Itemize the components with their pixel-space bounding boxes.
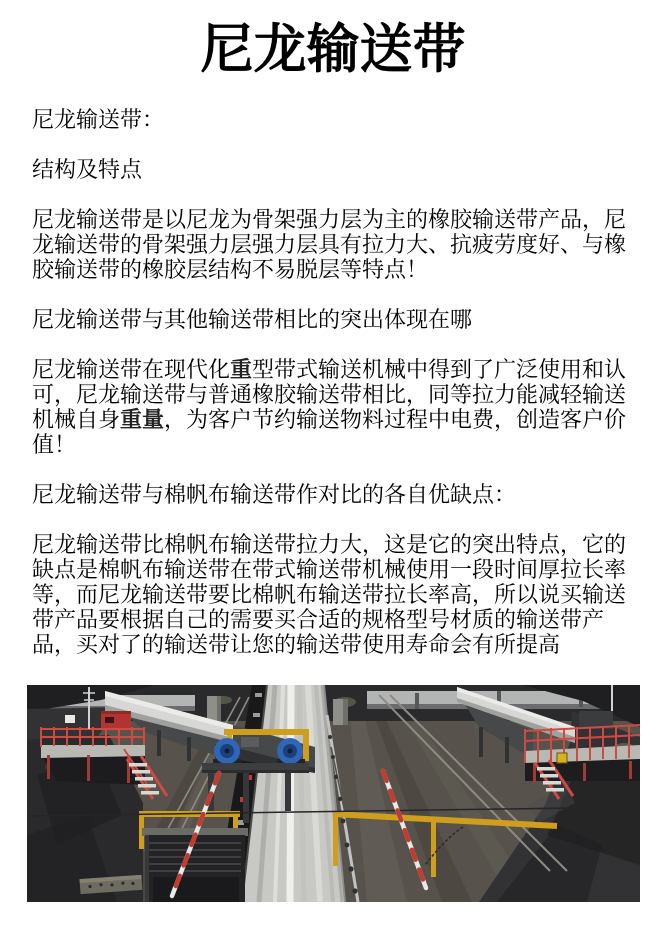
paragraph-section-compare-others: 尼龙输送带与其他输送带相比的突出体现在哪	[32, 307, 473, 332]
page-title: 尼龙输送带	[200, 20, 466, 79]
photo-figure	[27, 685, 666, 902]
paragraph-structure-body: 尼龙输送带是以尼龙为骨架强力层为主的橡胶输送带产品，尼龙输送带的骨架强力层强力层具有拉力大、抗疲劳度好、与橡胶输送带的橡胶层结构不易脱层等特点！	[32, 207, 627, 282]
yellow-sign	[557, 753, 567, 763]
conveyor-photo	[27, 685, 640, 902]
paragraph-intro-label: 尼龙输送带：	[32, 107, 165, 132]
article-body	[32, 107, 634, 657]
paragraph-section-compare-cotton: 尼龙输送带与棉帆布输送带作对比的各自优缺点：	[32, 482, 517, 507]
paragraph-compare-others-body: 尼龙输送带在现代化重型带式输送机械中得到了广泛使用和认可，尼龙输送带与普通橡胶输送带相比，同等拉力能减轻输送机械自身重量，为客户节约输送物料过程中电费，创造客户价值！	[32, 357, 627, 457]
paragraph-compare-cotton-body: 尼龙输送带比棉帆布输送带拉力大，这是它的突出特点，它的缺点是棉帆布输送带在带式输送带机械使用一段时间厚拉长率等，而尼龙输送带要比棉帆布输送带拉长率高，所以说买输送带产品要根据自己的需要买合适的规格型号材质的输送带产品，买对了的输送带让您的输送带使用寿命会有所提高	[32, 532, 627, 657]
paragraph-section-structure: 结构及特点	[32, 157, 143, 182]
small-sign	[65, 715, 75, 723]
